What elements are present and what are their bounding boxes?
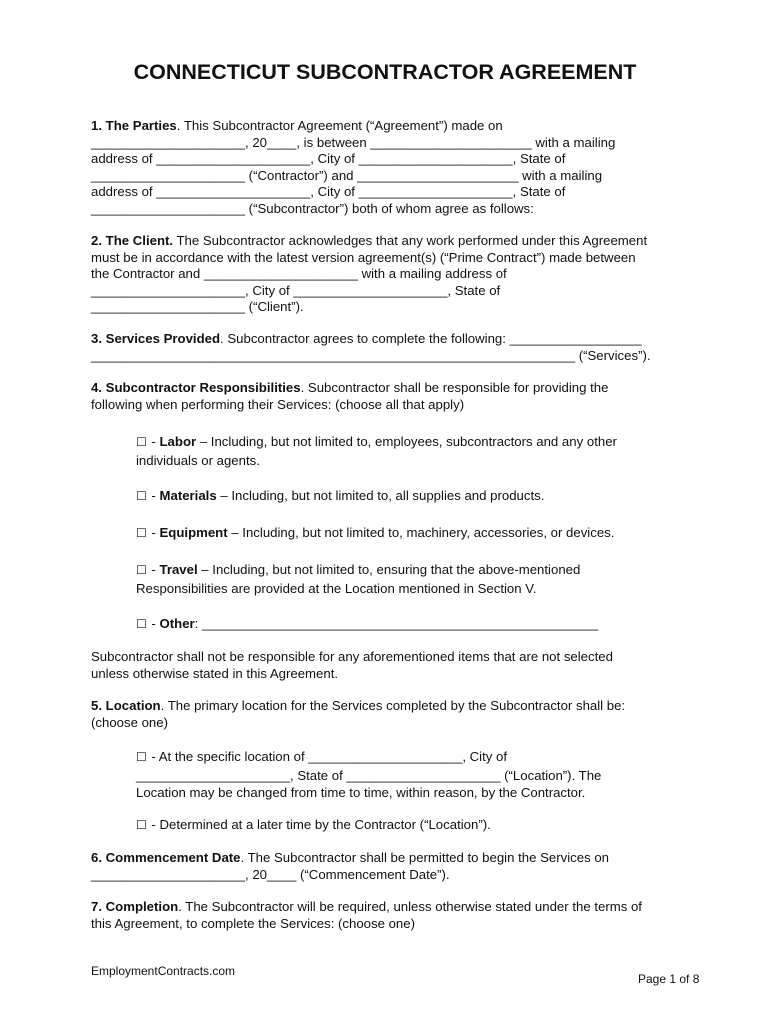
checkbox-icon[interactable]: ☐ — [136, 489, 147, 503]
footer-source: EmploymentContracts.com — [91, 964, 236, 978]
section-completion: 7. Completion. The Subcontractor will be required, unless otherwise stated under the terms of this Agreement, to complete the Services: (choose one) — [91, 899, 642, 931]
checkbox-item-other[interactable]: ☐ - Other: ______________________________________________________ — [136, 616, 599, 631]
checkbox-item-travel[interactable]: ☐ - Travel – Including, but not limited to, ensuring that the above-mentioned Responsibilities are provided at the Location mentioned in Section V. — [136, 562, 581, 596]
checkbox-item-equipment[interactable]: ☐ - Equipment – Including, but not limited to, machinery, accessories, or devices. — [136, 525, 615, 540]
location-option-later[interactable]: ☐ - Determined at a later time by the Contractor (“Location”). — [136, 817, 491, 832]
checkbox-item-materials[interactable]: ☐ - Materials – Including, but not limited to, all supplies and products. — [136, 488, 545, 503]
section-heading: 3. Services Provided — [91, 331, 221, 346]
section-heading: 6. Commencement Date — [91, 850, 241, 865]
section-heading: 7. Completion — [91, 899, 179, 914]
section-commencement: 6. Commencement Date. The Subcontractor shall be permitted to begin the Services on _____________________, 20____ (“Commencement Date”). — [91, 850, 609, 882]
checkbox-icon[interactable]: ☐ — [136, 617, 147, 631]
section-client: 2. The Client. The Subcontractor acknowledges that any work performed under this Agreement must be in accordance with the latest version agreement(s) (“Prime Contract”) made between the Contractor and _____________________ with a mailing address of _____________________, City of _____________________, State of _____________________ (“Client”). — [91, 233, 648, 315]
section-parties: 1. The Parties. This Subcontractor Agreement (“Agreement”) made on _____________________, 20____, is between ______________________ with a mailing address of _____________________, City of _____________________, State of _____________________ (“Contractor”) and ______________________ with a mailing address of _____________________, City of _____________________, State of _____________________ (“Subcontractor”) both of whom agree as follows: — [91, 118, 616, 216]
checkbox-icon[interactable]: ☐ — [136, 563, 147, 577]
checkbox-icon[interactable]: ☐ — [136, 526, 147, 540]
location-option-specific[interactable]: ☐ - At the specific location of _____________________, City of _____________________, State of _____________________ (“Location”). The Location may be changed from time to time, within reason, by the Contractor. — [136, 749, 602, 801]
section-heading: 1. The Parties — [91, 118, 177, 133]
checkbox-item-labor[interactable]: ☐ - Labor – Including, but not limited to, employees, subcontractors and any other individuals or agents. — [136, 434, 617, 468]
checkbox-icon[interactable]: ☐ — [136, 435, 147, 449]
checkbox-icon[interactable]: ☐ — [136, 818, 147, 832]
page-title: CONNECTICUT SUBCONTRACTOR AGREEMENT — [133, 60, 637, 84]
responsibilities-note: Subcontractor shall not be responsible for any aforementioned items that are not selected unless otherwise stated in this Agreement. — [91, 649, 613, 681]
section-heading: 5. Location — [91, 698, 161, 713]
section-heading: 4. Subcontractor Responsibilities — [91, 380, 301, 395]
section-location: 5. Location. The primary location for the Services completed by the Subcontractor shall be: (choose one) — [91, 698, 626, 730]
section-responsibilities: 4. Subcontractor Responsibilities. Subcontractor shall be responsible for providing the following when performing their Services: (choose all that apply) — [91, 380, 609, 412]
section-services: 3. Services Provided. Subcontractor agrees to complete the following: __________________ __________________________________________________________________ (“Services”). — [91, 331, 651, 363]
page-number: Page 1 of 8 — [638, 972, 700, 986]
section-heading: 2. The Client. — [91, 233, 174, 248]
checkbox-icon[interactable]: ☐ — [136, 750, 147, 764]
